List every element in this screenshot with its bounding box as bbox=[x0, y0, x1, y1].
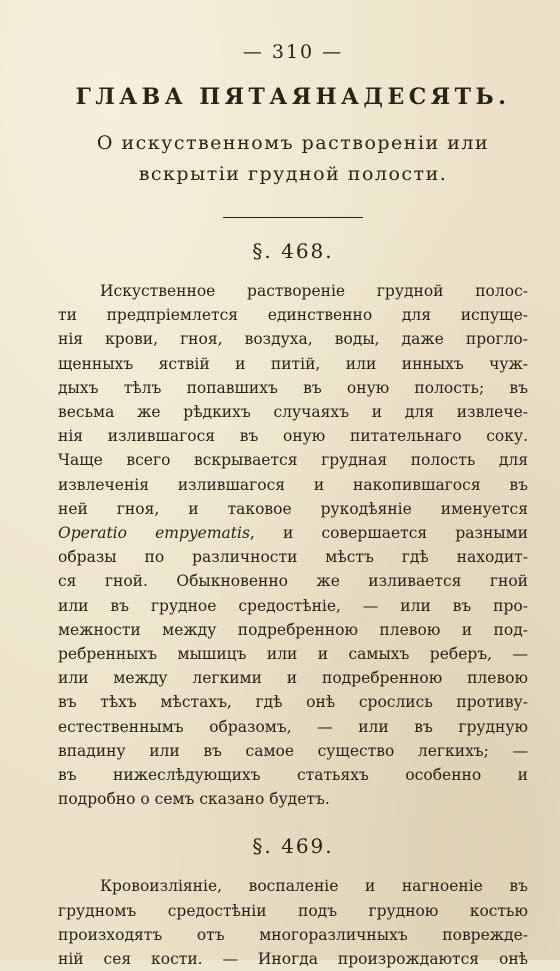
section-paragraph bbox=[58, 874, 528, 971]
text-line: ней гноя, и таковое рукодѣянiе именуется bbox=[58, 499, 528, 518]
section-number: §. 469. bbox=[252, 834, 334, 859]
text-line: въ нижеслѣдующихъ статьяхъ особенно и bbox=[58, 766, 528, 785]
section-paragraph bbox=[58, 279, 528, 811]
text-line: или между легкими и подребренною плевою bbox=[58, 669, 528, 688]
section-number: §. 468. bbox=[252, 239, 334, 263]
text-line: дыхъ тѣлъ попавшихъ въ оную полость; въ bbox=[58, 378, 528, 397]
chapter-subtitle-line: вскрытiи грудной полости. bbox=[138, 163, 448, 185]
text-line: впадину или въ самое существо легкихъ; — bbox=[58, 741, 528, 760]
text-line: ся гной. Обыкновенно же изливается гной bbox=[58, 572, 528, 591]
text-line: Кровоизлiянiе, воспаленiе и нагноенiе въ bbox=[100, 877, 528, 896]
text-line: естественнымъ образомъ, — или въ грудную bbox=[58, 717, 528, 736]
text-line: подробно о семъ сказано будетъ. bbox=[58, 790, 330, 809]
text-line: нiя излившагося въ оную питательнаго соку. bbox=[58, 427, 528, 446]
text-line: межности между подребренною плевою и под- bbox=[58, 620, 528, 639]
text-line: Operatio empyematis, и совершается разными bbox=[58, 524, 528, 543]
text-line: или въ грудное средостѣнiе, — или въ про- bbox=[58, 596, 528, 615]
text-line: нiя крови, гноя, воздуха, воды, даже прогло- bbox=[58, 330, 528, 349]
text-line: грудномъ средостѣнiи подъ грудною костью bbox=[58, 901, 528, 920]
page-number: — 310 — bbox=[242, 41, 344, 63]
text-line: произходятъ отъ многоразличныхъ поврежде- bbox=[58, 925, 528, 944]
chapter-subtitle bbox=[58, 128, 528, 190]
text-line: Искуственное растворенiе грудной полос- bbox=[100, 282, 528, 300]
text-line: въ тѣхъ мѣстахъ, гдѣ онѣ срослись противу- bbox=[58, 693, 528, 712]
text-line: ти предпрiемлется единственно для испуще- bbox=[58, 306, 528, 325]
text-line: Чаще всего вскрывается грудная полость для bbox=[58, 451, 528, 470]
text-line: весьма же рѣдкихъ случаяхъ и для извлече- bbox=[58, 403, 528, 422]
latin-term: Operatio empyematis bbox=[58, 524, 250, 543]
text-line: извлеченiя излившагося и накопившагося въ bbox=[58, 475, 528, 494]
text-line: нiй сея кости. — Иногда произрождаются онѣ bbox=[58, 950, 528, 969]
text-line: образы по различности мѣстъ гдѣ находит- bbox=[58, 548, 528, 567]
text-line: щенныхъ яствiй и питiй, или инныхъ чуж- bbox=[58, 354, 528, 373]
chapter-subtitle-line: О искуственномъ растворенiи или bbox=[96, 132, 490, 154]
section-divider-rule bbox=[223, 217, 363, 218]
text-line: ребренныхъ мышицъ или и самыхъ реберъ, — bbox=[58, 645, 528, 664]
chapter-title: ГЛАВА ПЯТАЯНАДЕСЯТЬ. bbox=[75, 84, 511, 110]
